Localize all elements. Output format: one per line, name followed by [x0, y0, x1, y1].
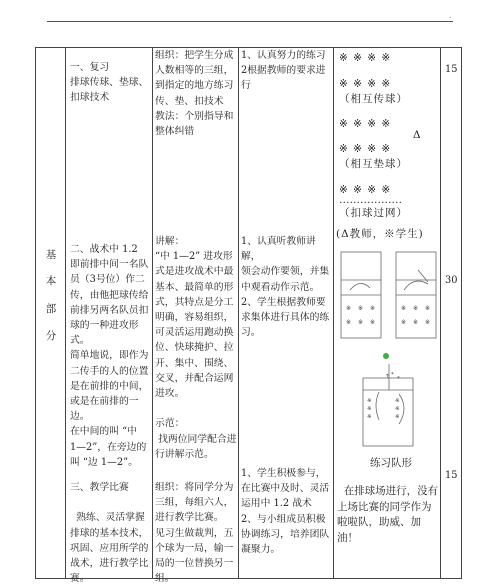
figure-column — [334, 48, 441, 579]
content-review: 一、复习 排球传球、垫球、 扣球技术 — [70, 62, 149, 104]
match-note: 在排球场进行，没有 上场比赛的同学作为 啦啦队，助威、加油！ — [337, 485, 439, 544]
student-match: 1、学生积极参与， 在比赛中及时、灵活 运用中 1.2 战术 2、与小组成员积极 协调练习，培养团队 凝聚力。 — [241, 468, 330, 556]
org-tactic: 讲解： “中 1—2” 进攻形 式是进攻战术中最 基本、最简单的形 式，其特点是分工 明确，容易组织， 可灵活运用跑动换 位、快球掩护、拉 开、集中、围绕、 交叉，并配合运网 进攻。 示范： 找两位同学配合进 行讲解示范。 — [155, 236, 237, 460]
svg-text:※: ※ — [425, 319, 431, 326]
svg-text:※: ※ — [401, 319, 407, 326]
svg-text:※: ※ — [413, 305, 419, 312]
figure-legend: (Δ教师，※学生) — [336, 228, 424, 240]
svg-text:※: ※ — [367, 398, 372, 404]
svg-text:※: ※ — [401, 305, 407, 312]
svg-text:*: * — [397, 376, 400, 382]
svg-text:※: ※ — [395, 406, 400, 412]
time-review: 15 — [445, 64, 458, 75]
time-tactic: 30 — [445, 275, 458, 286]
time-column — [441, 48, 462, 579]
section-char-2: 本 — [45, 275, 57, 287]
pass-label: （相互传球） — [339, 93, 408, 105]
pass-row-1: ※ ※ ※ ※ — [339, 52, 392, 64]
svg-text:※: ※ — [367, 406, 372, 412]
time-match: 15 — [445, 470, 458, 481]
student-column — [239, 48, 334, 579]
organization-column — [153, 48, 239, 585]
content-match: 三、教学比赛 熟练、灵活掌握 排球的基本技术， 巩固、应用所学的 战术，进行教学比 赛。 — [70, 482, 149, 585]
queue-caption: 练习队形 — [370, 457, 412, 469]
svg-text:※: ※ — [367, 414, 372, 420]
svg-text:※: ※ — [358, 319, 364, 326]
header-mark: . — [449, 12, 452, 20]
pass-row-2: ※ ※ ※ ※ — [339, 78, 392, 90]
hit-label: （扣球过网） — [339, 207, 408, 219]
svg-text:※: ※ — [346, 305, 352, 312]
svg-text:※: ※ — [370, 319, 376, 326]
svg-text:※: ※ — [358, 305, 364, 312]
dig-row-2: ※ ※ ※ ※ — [339, 143, 392, 155]
teacher-symbol: Δ — [413, 129, 422, 141]
org-review: 组织：把学生分成 人数相等的三组， 到指定的地方练习 传、垫、扣技术 教法：个别指导和 整体纠错 — [155, 50, 234, 138]
tactic-diagram — [338, 250, 438, 342]
svg-text:※: ※ — [346, 319, 352, 326]
svg-text:↑: ↑ — [385, 374, 390, 380]
content-tactic: 二、战术中 1.2 即前排中间一名队 员（3号位）作二 传，由他把球传给 前排另两名队员扣 球的一种进攻形式。 简单地说，即作为 二传手的人的位置 是在前排的中间， 或是在前排的一边。 在中间的叫 “中 1—2”，在旁边的 叫 “边 1—2”。 — [70, 244, 149, 468]
section-char-1: 基 — [45, 249, 57, 261]
svg-text:※: ※ — [413, 319, 419, 326]
section-char-3: 部 — [45, 303, 57, 315]
lesson-plan-table — [35, 47, 462, 585]
svg-text:※: ※ — [395, 414, 400, 420]
dig-row-1: ※ ※ ※ ※ — [339, 118, 392, 130]
svg-text:※: ※ — [425, 305, 431, 312]
org-match: 组织：将同学分为 三组，每组六人， 进行教学比赛。 见习生做裁判，五 个球为一局，输一 局的一位替换另一 组。 — [155, 482, 234, 585]
header-rule — [47, 21, 453, 22]
section-char-4: 分 — [45, 330, 57, 342]
queue-diagram — [359, 350, 421, 450]
student-tactic: 1、认真听教师讲解， 领会动作要领，并集 中观看动作示范。 2、学生根据教师要 求集体进行具体的练 习。 — [241, 236, 330, 339]
section-cell — [36, 48, 66, 579]
content-column — [66, 48, 153, 585]
student-review: 1、认真努力的练习 2根据教师的要求进 行 — [241, 50, 326, 92]
hit-row: ※ ※ ※ ※ — [339, 184, 392, 196]
svg-text:*: * — [391, 372, 394, 378]
svg-text:※: ※ — [370, 305, 376, 312]
dig-label: （相互垫球） — [339, 158, 408, 170]
net-dots: ……………… — [339, 194, 402, 206]
svg-text:※: ※ — [395, 398, 400, 404]
